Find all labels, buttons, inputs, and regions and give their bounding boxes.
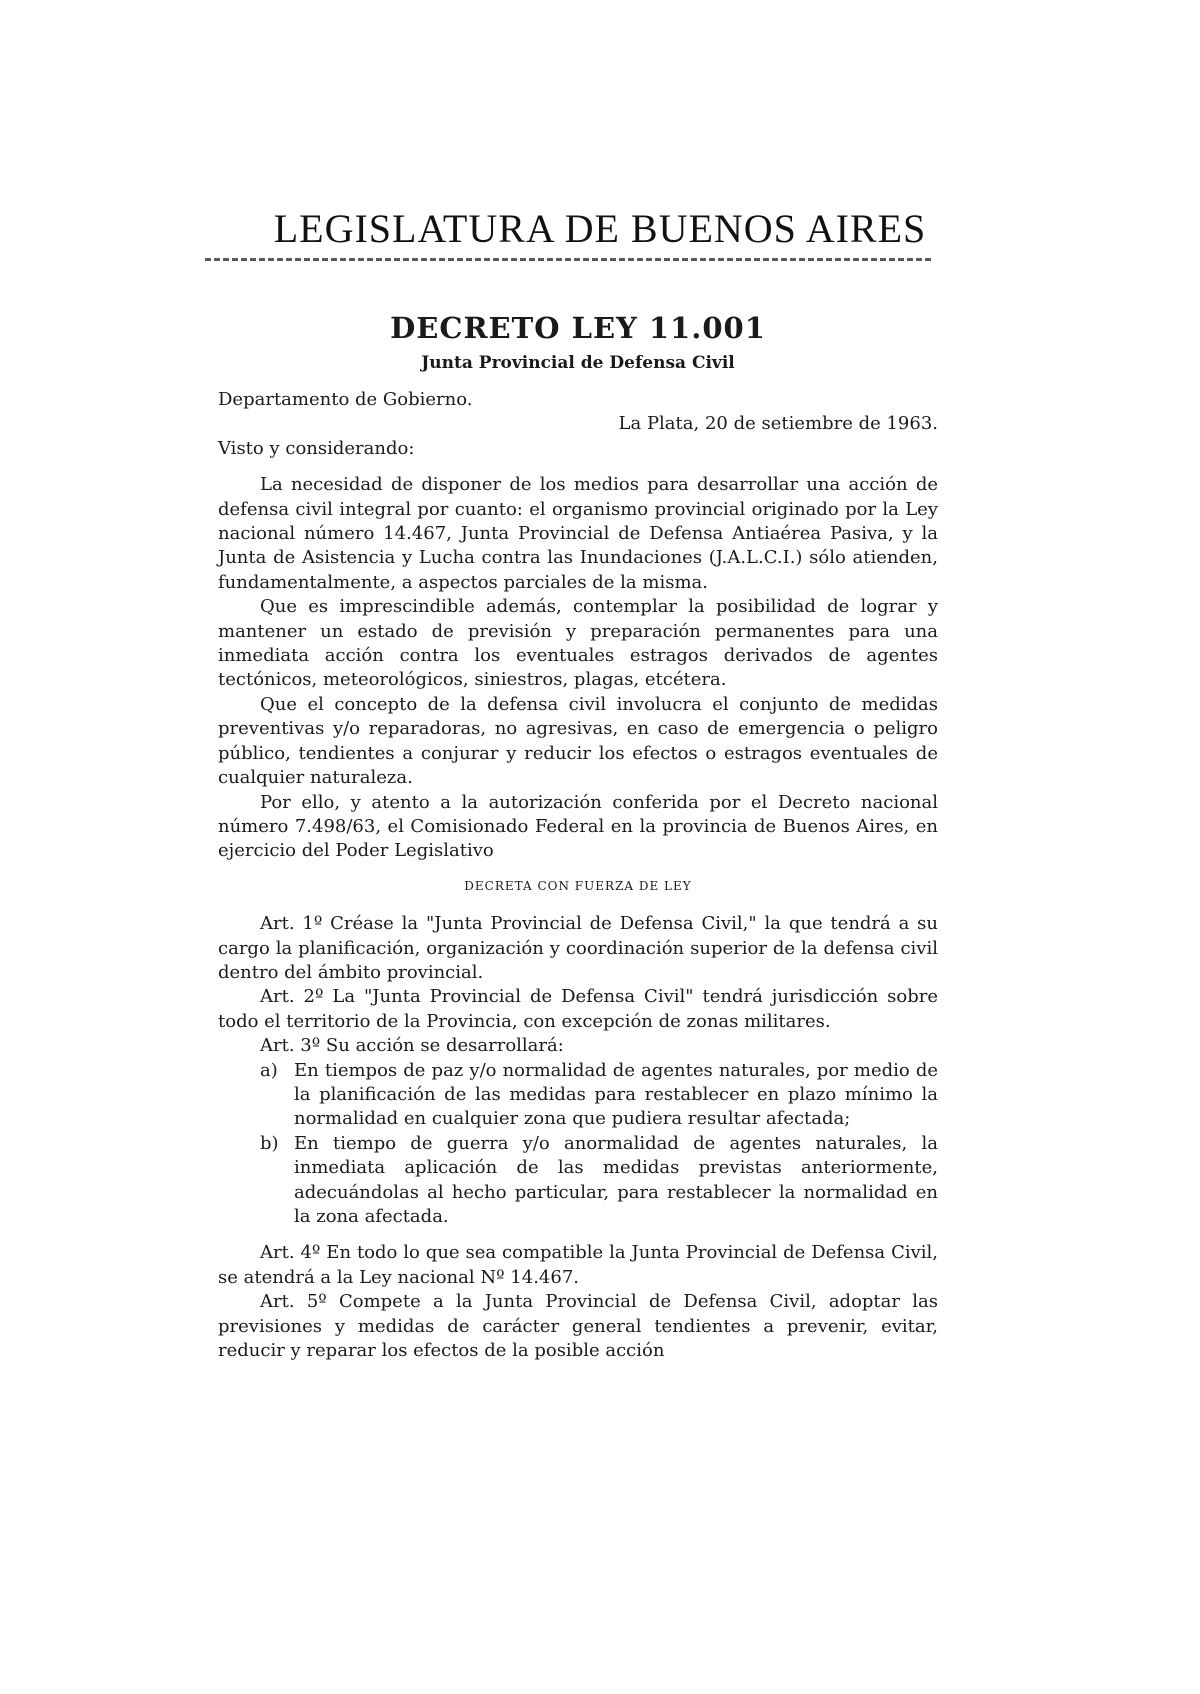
considerando-paragraph: Que es imprescindible además, contemplar la posibilidad de lograr y mantener un estado de previsión y preparación permanentes para una inmediata acción contra los eventuales estragos derivados de agentes tectónicos, meteorológicos, siniestros, plagas, etcétera.	[218, 596, 938, 691]
decree-subtitle: Junta Provincial de Defensa Civil	[421, 353, 735, 373]
decree-title: DECRETO LEY 11.001	[390, 311, 766, 345]
list-item	[260, 1132, 938, 1230]
decreta-heading: DECRETA CON FUERZA DE LEY	[464, 878, 692, 893]
masthead: LEGISLATURA DE BUENOS AIRES	[273, 206, 927, 251]
masthead-rule	[205, 258, 931, 261]
considerando-paragraph: Por ello, y atento a la autorización conferida por el Decreto nacional número 7.498/63, el Comisionado Federal en la provincia de Buenos Aires, en ejercicio del Poder Legislativo	[218, 791, 938, 862]
article-3: Art. 3º Su acción se desarrollará:	[260, 1035, 564, 1057]
document-body	[218, 308, 938, 1363]
considerando-paragraph: Que el concepto de la defensa civil involucra el conjunto de medidas preventivas y/o reparadoras, no agresivas, en caso de emergencia o peligro público, tendientes a conjurar y reducir los efectos o estragos eventuales de cualquier naturaleza.	[218, 693, 938, 789]
list-item-mark: b)	[260, 1132, 279, 1154]
article-2: Art. 2º La "Junta Provincial de Defensa Civil" tendrá jurisdicción sobre todo el territorio de la Provincia, con excepción de zonas militares.	[218, 986, 938, 1032]
article-1: Art. 1º Créase la "Junta Provincial de Defensa Civil," la que tendrá a su cargo la planificación, organización y coordinación superior de la defensa civil dentro del ámbito provincial.	[218, 913, 938, 983]
visto-line: Visto y considerando:	[218, 437, 415, 459]
list-item-mark: a)	[260, 1059, 278, 1081]
article-4: Art. 4º En todo lo que sea compatible la Junta Provincial de Defensa Civil, se atendrá a la Ley nacional Nº 14.467.	[218, 1242, 938, 1288]
list-item	[260, 1059, 938, 1132]
department-line: Departamento de Gobierno.	[218, 389, 473, 410]
list-item-text: En tiempos de paz y/o normalidad de agentes naturales, por medio de la planificación de las medidas para restablecer en plazo mínimo la normalidad en cualquier zona que pudiera resultar afectada;	[294, 1059, 938, 1130]
date-line: La Plata, 20 de setiembre de 1963.	[618, 413, 938, 435]
considerando-paragraph: La necesidad de disponer de los medios para desarrollar una acción de defensa civil integral por cuanto: el organismo provincial originado por la Ley nacional número 14.467, Junta Provincial de Defensa Antiaérea Pasiva, y la Junta de Asistencia y Lucha contra las Inundaciones (J.A.L.C.I.) sólo atienden, fundamentalmente, a aspectos parciales de la misma.	[218, 474, 938, 593]
article-5: Art. 5º Compete a la Junta Provincial de Defensa Civil, adoptar las previsiones y medidas de carácter general tendientes a prevenir, evitar, reducir y reparar los efectos de la posible acción	[218, 1291, 938, 1362]
list-item-text: En tiempo de guerra y/o anormalidad de agentes naturales, la inmediata aplicación de las medidas previstas anteriormente, adecuándolas al hecho particular, para restablecer la normalidad en la zona afectada.	[294, 1132, 938, 1227]
